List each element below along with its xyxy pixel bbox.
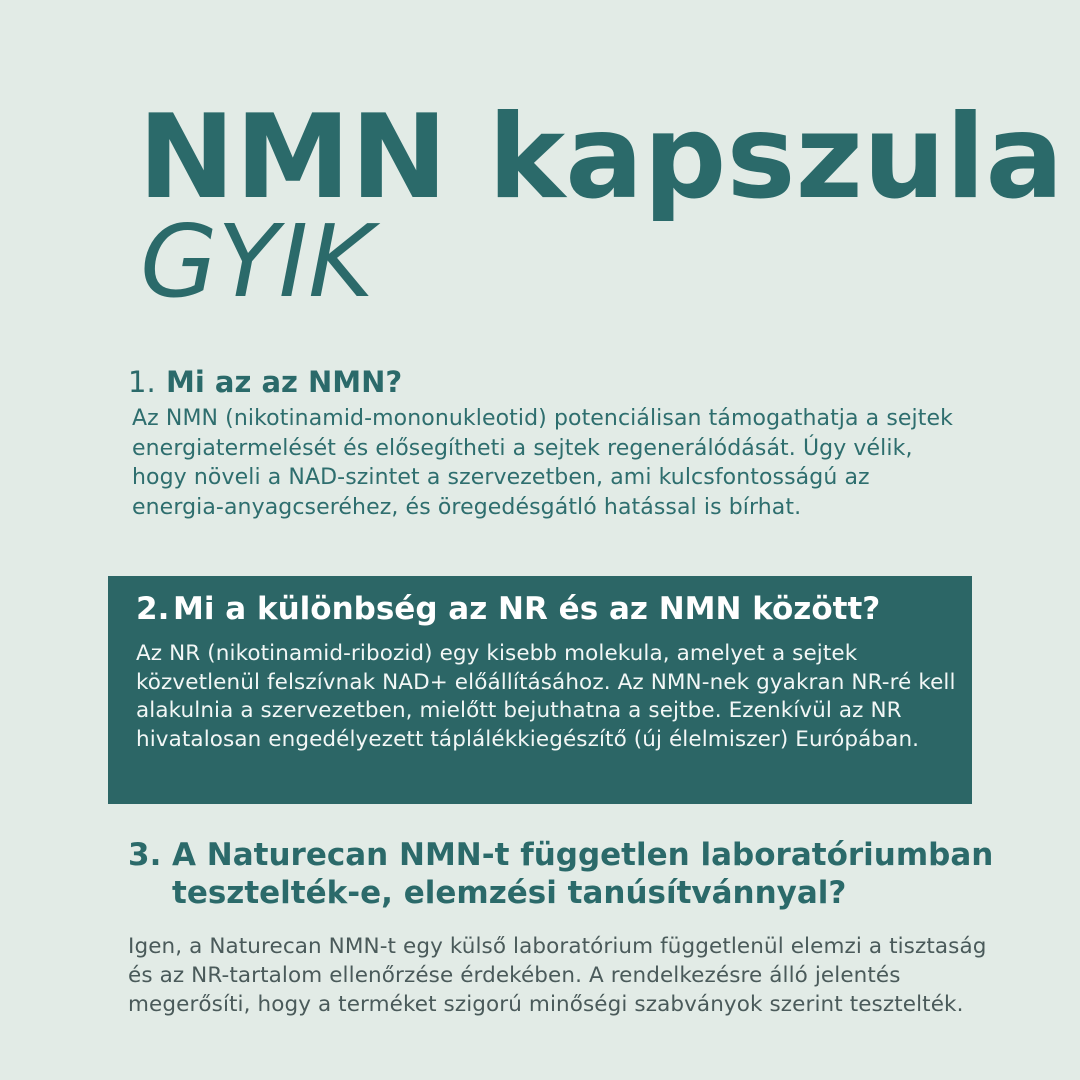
faq-number-3: 3. [128, 837, 162, 873]
faq-number-1: 1. [128, 365, 156, 399]
faq-question-text-2: Mi a különbség az NR és az NMN között? [173, 591, 881, 627]
faq-question-1 [128, 362, 968, 402]
page-title: NMN kapszula [138, 90, 1064, 225]
faq-answer-1: Az NMN (nikotinamid-mononukleotid) potenciálisan támogathatja a sejtek energiatermelését és elősegítheti a sejtek regenerálódását. Úgy vélik, hogy növeli a NAD-szintet a szervezetben, ami kulcsfontosságú az energia-anyagcseréhez, és öregedésgátló hatással is bírhat. [132, 406, 953, 520]
page-subtitle: GYIK [140, 203, 374, 320]
faq-question-3 [128, 836, 1028, 912]
faq-number-2: 2. [136, 591, 170, 627]
faq-question-2 [136, 586, 956, 632]
faq-item-2 [136, 586, 956, 754]
faq-question-text-1: Mi az az NMN? [166, 365, 403, 399]
faq-item-1 [128, 362, 968, 522]
faq-question-text-3: A Naturecan NMN-t független laboratóriumban tesztelték-e, elemzési tanúsítvánnyal? [172, 837, 994, 911]
faq-answer-3: Igen, a Naturecan NMN-t egy külső laboratórium függetlenül elemzi a tisztaság és az NR-tartalom ellenőrzése érdekében. A rendelkezésre álló jelentés megerősíti, hogy a terméket szigorú minőségi szabványok szerint tesztelték. [128, 934, 987, 1017]
faq-item-3 [128, 836, 1028, 1019]
faq-answer-2: Az NR (nikotinamid-ribozid) egy kisebb molekula, amelyet a sejtek közvetlenül felszívnak NAD+ előállításához. Az NMN-nek gyakran NR-ré kell alakulnia a szervezetben, mielőtt bejuthatna a sejtbe. Ezenkívül az NR hivatalosan engedélyezett táplálékkiegészítő (új élelmiszer) Európában. [136, 641, 956, 752]
